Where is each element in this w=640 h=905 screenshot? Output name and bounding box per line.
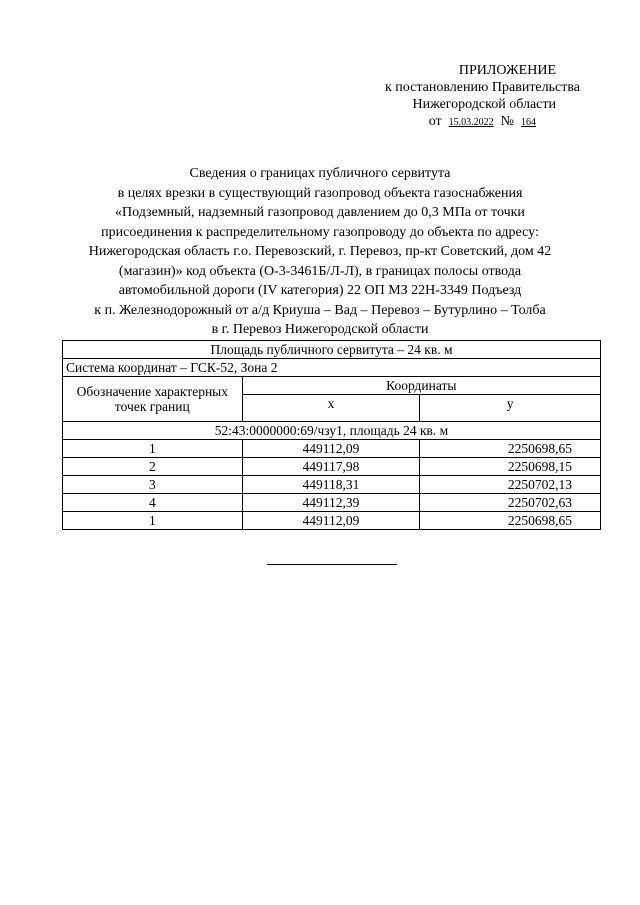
- heading-line: в целях врезки в существующий газопровод объекта газоснабжения: [117, 185, 523, 201]
- coord-system-row: [63, 359, 601, 377]
- y-cell: 2250702,13: [420, 476, 601, 494]
- heading-line: присоединения к распределительному газопроводу до объекта по адресу:: [101, 224, 539, 240]
- from-label: от: [428, 114, 442, 129]
- x-cell: 449112,09: [242, 440, 420, 458]
- appendix-line-decree: к постановлению Правительства: [384, 80, 580, 95]
- point-cell: 1: [63, 512, 243, 530]
- area-title: Площадь публичного сервитута – 24 кв. м: [63, 341, 601, 359]
- y-cell: 2250698,65: [420, 440, 601, 458]
- decree-number: 164: [521, 117, 536, 128]
- x-cell: 449118,31: [242, 476, 420, 494]
- point-column-header: Обозначение характерных точек границ: [63, 377, 243, 422]
- area-title-row: [63, 341, 601, 359]
- closing-rule: [267, 564, 397, 565]
- coordinates-table: [62, 340, 601, 530]
- table-row: [63, 440, 601, 458]
- heading-line: «Подземный, надземный газопровод давлением до 0,3 МПа от точки: [115, 205, 525, 220]
- point-cell: 1: [63, 440, 243, 458]
- point-cell: 2: [63, 458, 243, 476]
- y-cell: 2250698,65: [420, 512, 601, 530]
- table-row: [63, 494, 601, 512]
- table-row: [63, 458, 601, 476]
- heading-line: к п. Железнодорожный от а/д Криуша – Вад – Перевоз – Бутурлино – Толба: [94, 302, 546, 318]
- document-heading: [40, 164, 600, 340]
- appendix-block: [340, 62, 580, 131]
- point-cell: 4: [63, 494, 243, 512]
- x-cell: 449112,39: [242, 494, 420, 512]
- coord-system: Система координат – ГСК-52, Зона 2: [63, 359, 601, 377]
- x-cell: 449112,09: [242, 512, 420, 530]
- x-column-header: x: [242, 395, 420, 422]
- decree-date: 15.03.2022: [448, 117, 494, 128]
- heading-line: Нижегородская область г.о. Перевозский, г. Перевоз, пр-кт Советский, дом 42: [88, 244, 552, 259]
- table-row: [63, 476, 601, 494]
- parcel-label: 52:43:0000000:69/чзу1, площадь 24 кв. м: [63, 422, 601, 440]
- y-cell: 2250698,15: [420, 458, 601, 476]
- appendix-line-region: Нижегородской области: [412, 97, 556, 112]
- y-column-header: y: [420, 395, 601, 422]
- appendix-title: ПРИЛОЖЕНИЕ: [458, 63, 556, 78]
- heading-line: (магазин)» код объекта (О-3-3461Б/Л-Л), в границах полосы отвода: [118, 263, 522, 279]
- heading-line: Сведения о границах публичного сервитута: [189, 166, 451, 181]
- x-cell: 449117,98: [242, 458, 420, 476]
- point-cell: 3: [63, 476, 243, 494]
- number-label: №: [500, 114, 514, 129]
- table-row: [63, 512, 601, 530]
- y-cell: 2250702,63: [420, 494, 601, 512]
- decree-reference: [340, 113, 580, 131]
- coords-column-header: Координаты: [242, 377, 600, 395]
- heading-line: автомобильной дороги (IV категория) 22 ОП МЗ 22Н-3349 Подъезд: [118, 283, 522, 298]
- header-row: [63, 377, 601, 395]
- parcel-row: [63, 422, 601, 440]
- heading-line: в г. Перевоз Нижегородской области: [211, 322, 429, 337]
